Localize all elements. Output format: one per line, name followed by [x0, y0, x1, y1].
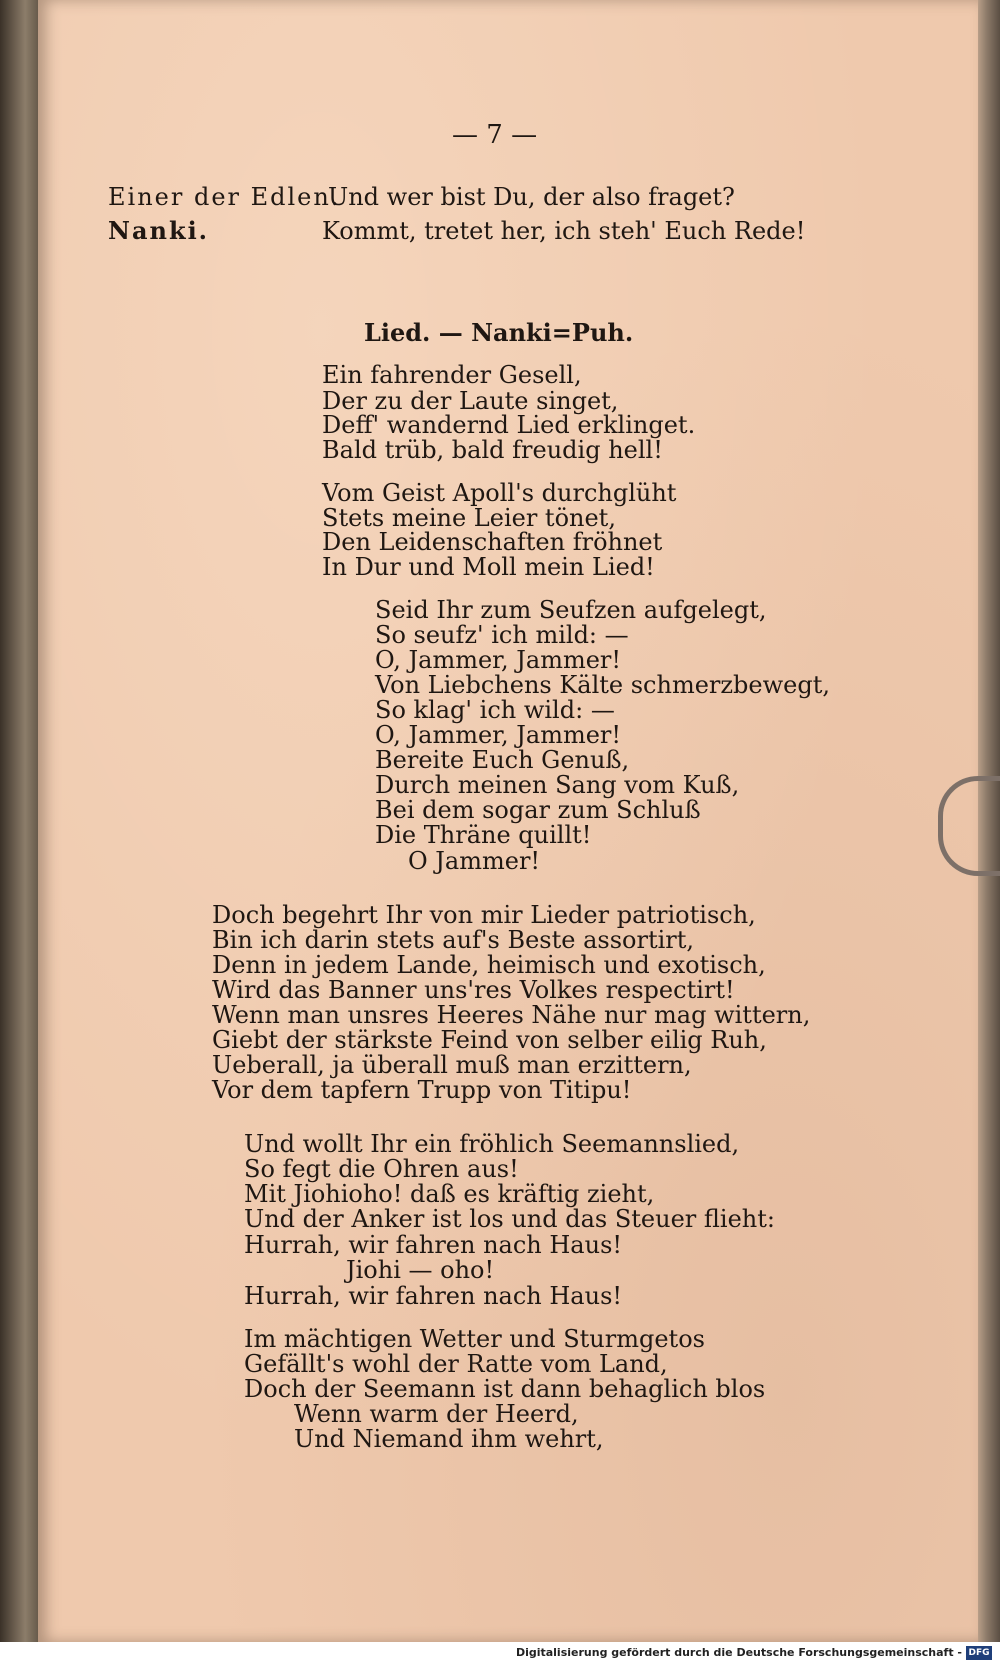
verse-line: Im mächtigen Wetter und Sturmgetos — [244, 1325, 705, 1353]
verse-line: Seid Ihr zum Seufzen aufgelegt, — [375, 596, 767, 624]
verse-line: So fegt die Ohren aus! — [244, 1155, 519, 1183]
footer-credit: Digitalisierung gefördert durch die Deutsche Forschungsgemeinschaft - — [515, 1646, 962, 1659]
verse-line: Jiohi — oho! — [346, 1256, 495, 1284]
verse-line: Ein fahrender Gesell, — [322, 361, 582, 389]
dialogue-line: Und wer bist Du, der also fraget? — [328, 183, 735, 211]
verse-line: Wird das Banner uns'res Volkes respectirt! — [212, 976, 735, 1004]
verse-line: Hurrah, wir fahren nach Haus! — [244, 1282, 623, 1310]
verse-line: Giebt der stärkste Feind von selber eilig Ruh, — [212, 1026, 767, 1054]
verse-line: Doch der Seemann ist dann behaglich blos — [244, 1375, 766, 1403]
verse-line: Denn in jedem Lande, heimisch und exotisch, — [212, 951, 766, 979]
verse-line: Von Liebchens Kälte schmerzbewegt, — [375, 671, 830, 699]
verse-line: Deff' wandernd Lied erklinget. — [322, 411, 696, 439]
verse-line: Ueberall, ja überall muß man erzittern, — [212, 1051, 692, 1079]
verse-line: So seufz' ich mild: — — [375, 621, 629, 649]
verse-line: Stets meine Leier tönet, — [322, 504, 616, 532]
verse-line: Bei dem sogar zum Schluß — [375, 796, 701, 824]
verse-line: Der zu der Laute singet, — [322, 387, 619, 415]
dfg-logo: DFG — [966, 1646, 992, 1660]
song-title: Lied. — Nanki=Puh. — [364, 318, 634, 347]
verse-line: O Jammer! — [408, 847, 541, 875]
verse-line: Den Leidenschaften fröhnet — [322, 528, 663, 556]
verse-line: Die Thräne quillt! — [375, 821, 592, 849]
verse-line: Und der Anker ist los und das Steuer flieht: — [244, 1205, 775, 1233]
verse-line: Und Niemand ihm wehrt, — [294, 1425, 604, 1453]
page-clip — [938, 776, 1000, 876]
digitization-footer — [0, 1642, 1000, 1666]
verse-line: Vor dem tapfern Trupp von Titipu! — [212, 1076, 632, 1104]
verse-line: Bereite Euch Genuß, — [375, 746, 630, 774]
speaker-nanki: Nanki. — [108, 216, 210, 245]
verse-line: Doch begehrt Ihr von mir Lieder patriotisch, — [212, 901, 756, 929]
verse-line: Bin ich darin stets auf's Beste assortirt, — [212, 926, 695, 954]
page-number: — 7 — — [452, 120, 538, 150]
verse-line: So klag' ich wild: — — [375, 696, 615, 724]
verse-line: Und wollt Ihr ein fröhlich Seemannslied, — [244, 1130, 740, 1158]
book-spine — [0, 0, 42, 1650]
verse-line: O, Jammer, Jammer! — [375, 646, 622, 674]
verse-line: Wenn warm der Heerd, — [294, 1400, 579, 1428]
verse-line: O, Jammer, Jammer! — [375, 721, 622, 749]
verse-line: Wenn man unsres Heeres Nähe nur mag wittern, — [212, 1001, 811, 1029]
verse-line: Hurrah, wir fahren nach Haus! — [244, 1231, 623, 1259]
verse-line: Vom Geist Apoll's durchglüht — [322, 479, 677, 507]
speaker-edlen: Einer der Edlen. — [108, 183, 341, 211]
verse-line: Mit Jiohioho! daß es kräftig zieht, — [244, 1180, 655, 1208]
verse-line: Bald trüb, bald freudig hell! — [322, 436, 663, 464]
verse-line: In Dur und Moll mein Lied! — [322, 553, 655, 581]
verse-line: Durch meinen Sang vom Kuß, — [375, 771, 740, 799]
verse-line: Gefällt's wohl der Ratte vom Land, — [244, 1350, 668, 1378]
dialogue-line: Kommt, tretet her, ich steh' Euch Rede! — [322, 217, 806, 245]
